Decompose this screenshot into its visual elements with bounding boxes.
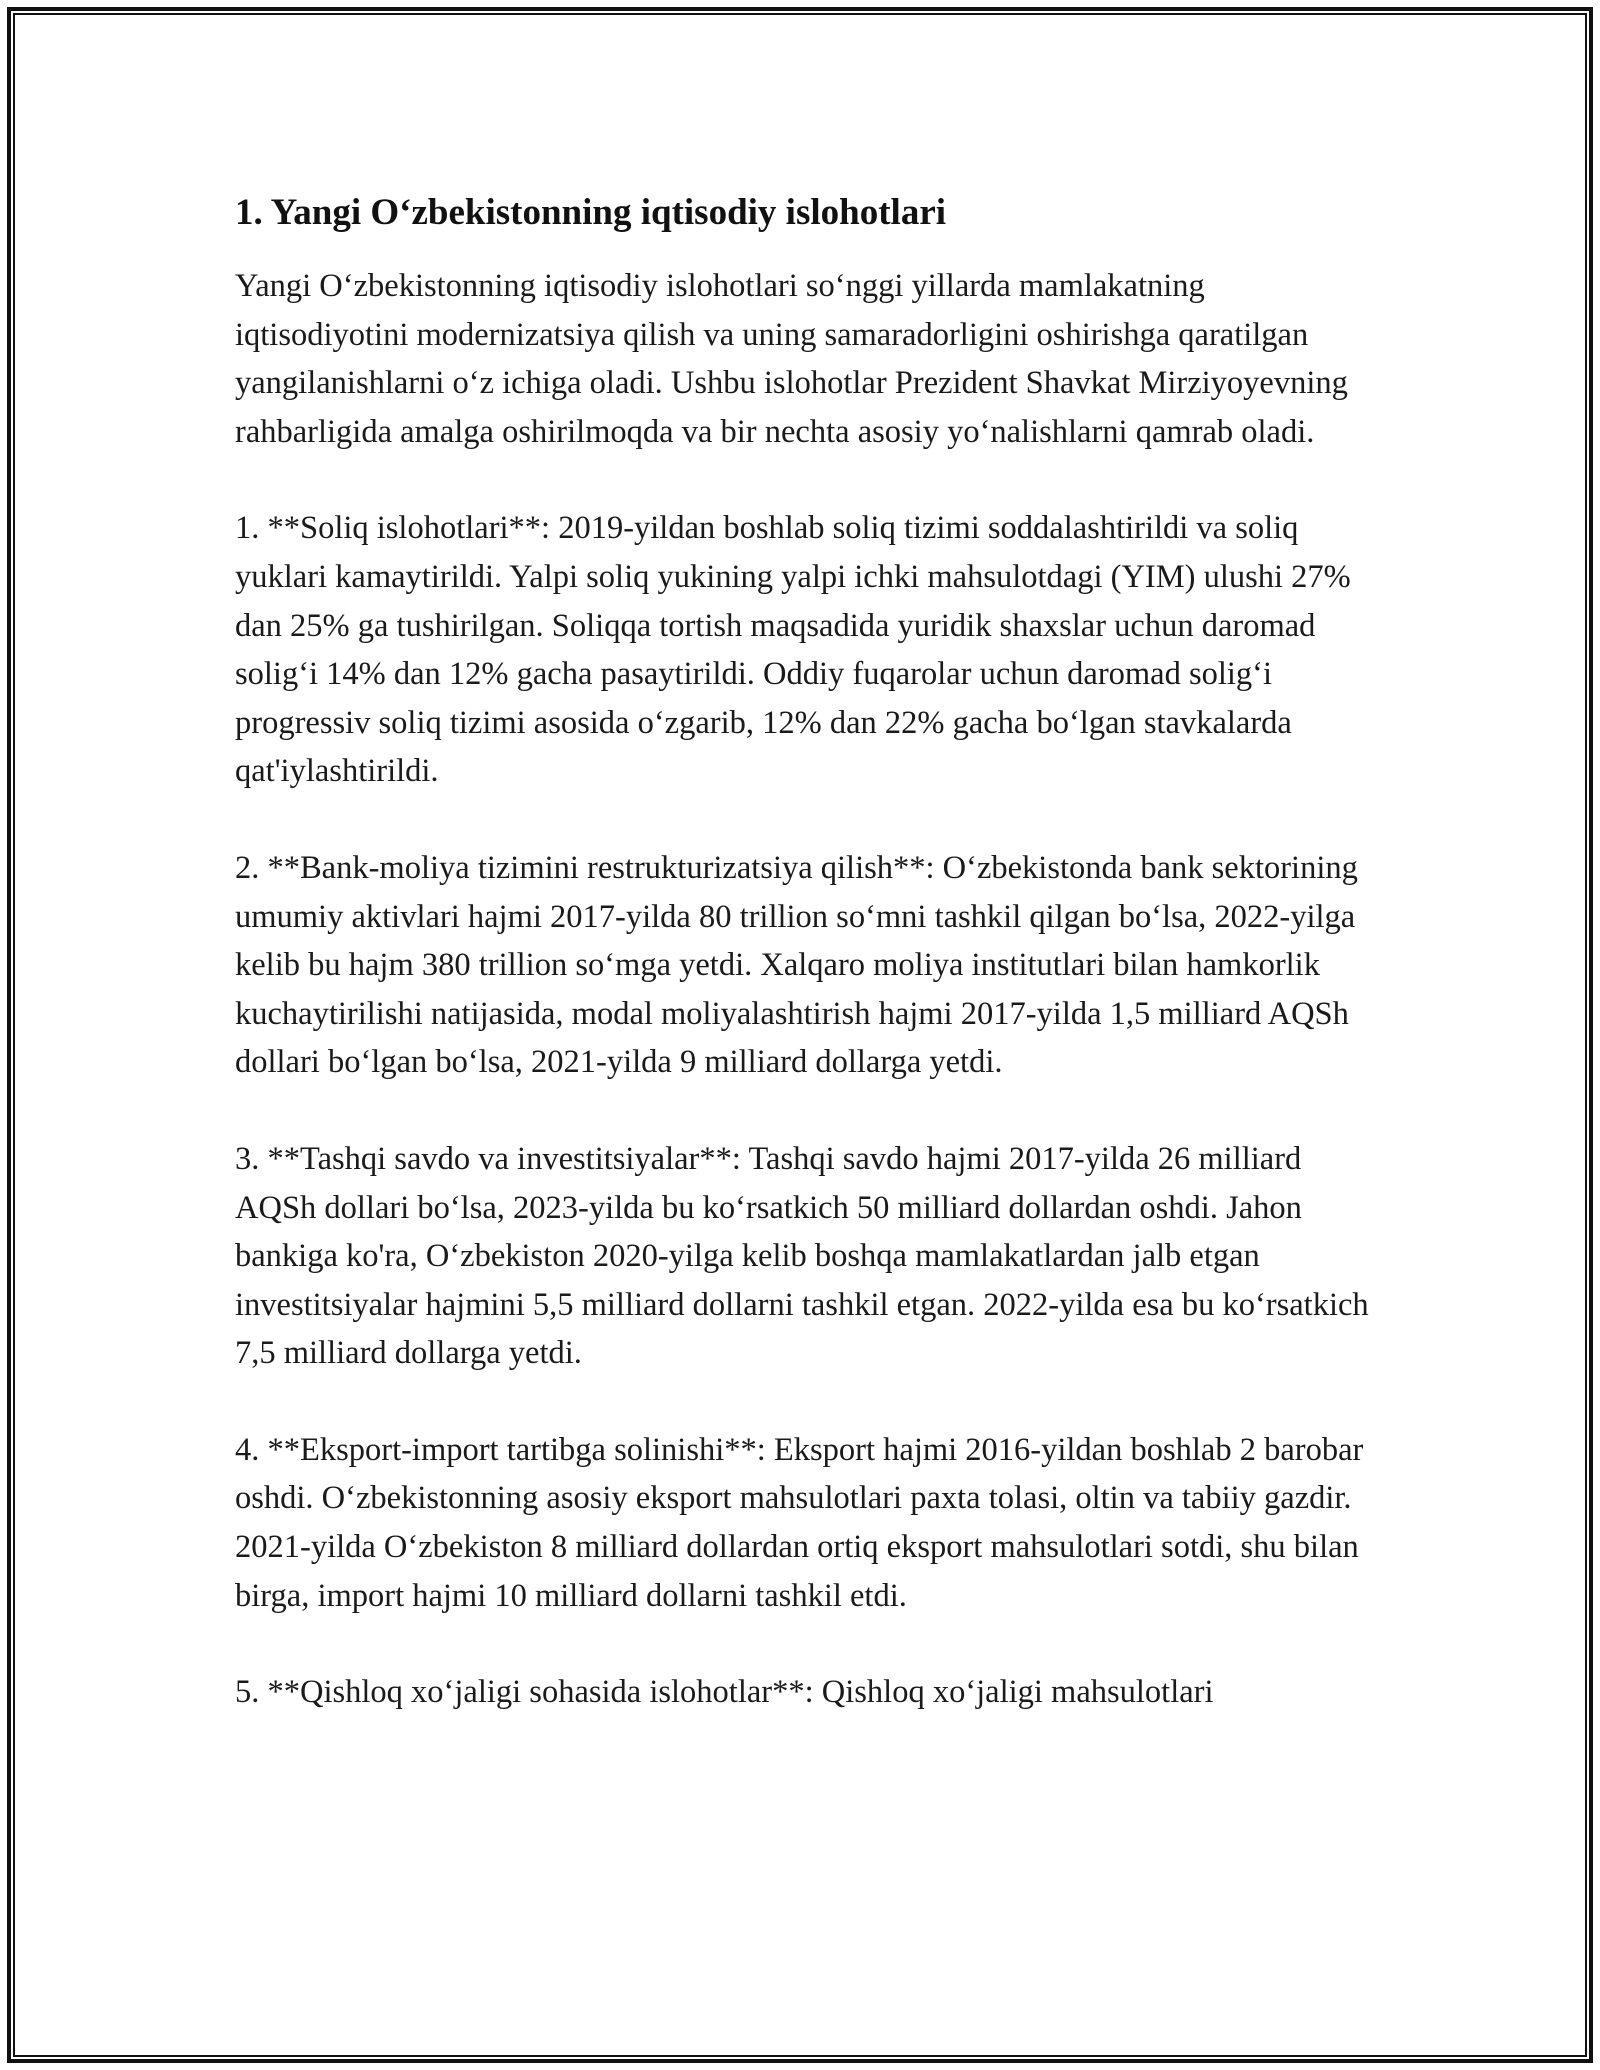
paragraph-export-import: 4. **Eksport-import tartibga solinishi**: Eksport hajmi 2016-yildan boshlab 2 barobar oshdi. O‘zbekistonning asosiy eksport mahsulotlari paxta tolasi, oltin va tabiiy gazdir. 2021-yilda O‘zbekiston 8 milliard dollardan ortiq eksport mahsulotlari sotdi, shu bilan birga, import hajmi 10 milliard dollarni tashkil etdi. <box>235 1431 1364 1614</box>
paragraph-tax-reforms: 1. **Soliq islohotlari**: 2019-yildan boshlab soliq tizimi soddalashtirildi va soliq yuklari kamaytirildi. Yalpi soliq yukining yalpi ichki mahsulotdagi (YIM) ulushi 27% dan 25% ga tushirilgan. Soliqqa tortish maqsadida yuridik shaxslar uchun daromad solig‘i 14% dan 12% gacha pasaytirildi. Oddiy fuqarolar uchun daromad solig‘i progressiv soliq tizimi asosida o‘zgarib, 12% dan 22% gacha bo‘lgan stavkalarda qat'iylashtirildi. <box>235 510 1351 790</box>
paragraph-banking-reforms: 2. **Bank-moliya tizimini restrukturizatsiya qilish**: O‘zbekistonda bank sektorining umumiy aktivlari hajmi 2017-yilda 80 trillion so‘mni tashkil qilgan bo‘lsa, 2022-yilga kelib bu hajm 380 trillion so‘mga yetdi. Xalqaro moliya institutlari bilan hamkorlik kuchaytirilishi natijasida, modal moliyalashtirish hajmi 2017-yilda 1,5 milliard AQSh dollari bo‘lgan bo‘lsa, 2021-yilda 9 milliard dollarga yetdi. <box>235 849 1358 1081</box>
intro-paragraph: Yangi O‘zbekistonning iqtisodiy islohotlari so‘nggi yillarda mamlakatning iqtisodiyotini modernizatsiya qilish va uning samaradorligini oshirishga qaratilgan yangilanishlarni o‘z ichiga oladi. Ushbu islohotlar Prezident Shavkat Mirziyoyevning rahbarligida amalga oshirilmoqda va bir nechta asosiy yo‘nalishlarni qamrab oladi. <box>235 268 1348 450</box>
section-heading: 1. Yangi O‘zbekistonning iqtisodiy islohotlari <box>235 192 947 233</box>
paragraph-agriculture: 5. **Qishloq xo‘jaligi sohasida islohotlar**: Qishloq xo‘jaligi mahsulotlari <box>235 1674 1214 1711</box>
document-body <box>235 188 1385 1717</box>
paragraph-trade-investment: 3. **Tashqi savdo va investitsiyalar**: Tashqi savdo hajmi 2017-yilda 26 milliard AQSh dollari bo‘lsa, 2023-yilda bu ko‘rsatkich 50 milliard dollardan oshdi. Jahon bankiga ko'ra, O‘zbekiston 2020-yilga kelib boshqa mamlakatlardan jalb etgan investitsiyalar hajmini 5,5 milliard dollarni tashkil etgan. 2022-yilda esa bu ko‘rsatkich 7,5 milliard dollarga yetdi. <box>235 1140 1369 1372</box>
